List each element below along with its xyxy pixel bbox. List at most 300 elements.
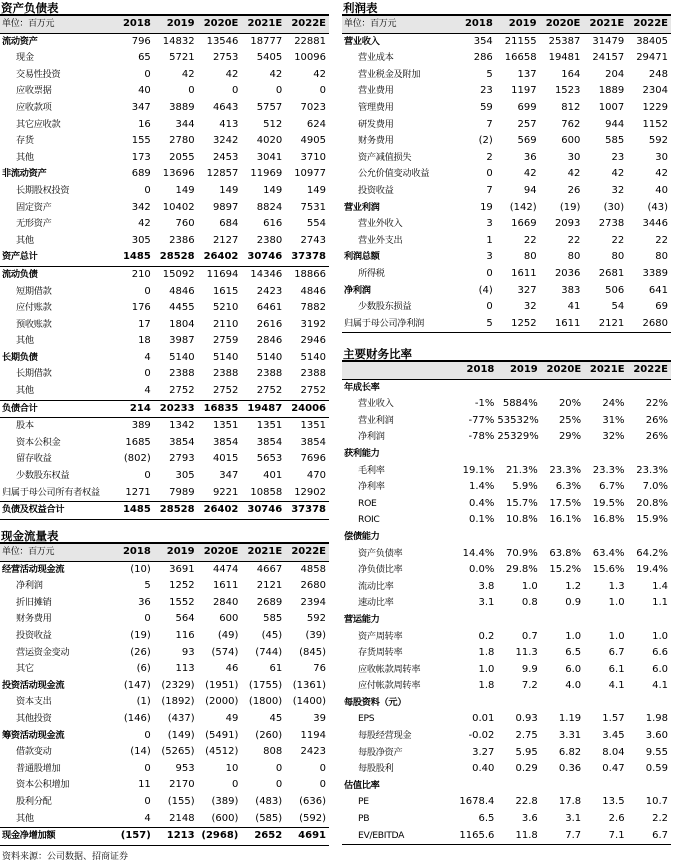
table-row xyxy=(0,183,329,200)
cell-value: 0.4% xyxy=(468,497,495,509)
cell-value: 1485 xyxy=(122,251,151,263)
cell-value: 1252 xyxy=(496,316,540,333)
cell-value: 64.2% xyxy=(636,547,668,559)
row-label: 营业外收入 xyxy=(358,218,403,230)
table-row xyxy=(342,100,671,117)
cell-value: 4 xyxy=(144,812,151,824)
table-row xyxy=(0,451,329,468)
income-statement-title: 利润表 xyxy=(342,0,671,16)
cell-value: 0 xyxy=(188,85,195,97)
row-label: 资本支出 xyxy=(16,696,52,708)
cell-value: 616 xyxy=(263,218,283,230)
cell-value: 42 xyxy=(269,68,283,80)
cell-value: 1.8 xyxy=(478,647,495,659)
cell-value: (437) xyxy=(167,712,195,724)
cell-value: 176 xyxy=(131,302,151,314)
cell-value: (19) xyxy=(559,201,581,213)
cell-value: 347 xyxy=(219,470,239,482)
cell-value: 5 xyxy=(452,316,496,333)
cell-value: 29.8% xyxy=(506,564,538,576)
cell-value: 1007 xyxy=(598,101,625,113)
balance-sheet-panel xyxy=(0,0,329,520)
table-row xyxy=(342,33,671,50)
cell-value: 26402 xyxy=(203,251,239,263)
table-row xyxy=(342,233,671,250)
cell-value: 7531 xyxy=(300,201,326,213)
cell-value: 26 xyxy=(567,184,581,196)
cell-value: (845) xyxy=(299,646,326,658)
cell-value: 2170 xyxy=(169,779,195,791)
table-row xyxy=(342,429,671,446)
table-row xyxy=(342,678,671,695)
cell-value: 4474 xyxy=(212,563,239,575)
table-row xyxy=(342,117,671,134)
income-statement-table xyxy=(342,16,671,333)
cell-value: 953 xyxy=(175,762,195,774)
row-label: 每股股利 xyxy=(358,763,394,775)
table-row xyxy=(342,249,671,266)
row-label: 存货周转率 xyxy=(358,647,403,659)
table-row xyxy=(0,200,329,217)
row-label: 资本公积金 xyxy=(16,436,61,448)
cell-value: (2000) xyxy=(205,696,239,708)
cell-value: 0.2 xyxy=(478,630,495,642)
cell-value: 1351 xyxy=(285,418,329,435)
cell-value: 16.1% xyxy=(549,514,582,526)
cell-value: 0.93 xyxy=(515,713,538,725)
cell-value: 760 xyxy=(175,218,195,230)
cell-value: 2394 xyxy=(300,596,326,608)
cell-value: 2110 xyxy=(212,318,239,330)
cell-value: 470 xyxy=(306,470,326,482)
cell-value: 137 xyxy=(517,68,537,80)
cell-value: 2752 xyxy=(256,385,283,397)
cell-value xyxy=(628,446,671,463)
row-label: 营业成本 xyxy=(358,52,394,64)
cell-value: 812 xyxy=(561,101,581,113)
cell-value: 0 xyxy=(232,779,239,791)
row-label: 归属于母公司所有者权益 xyxy=(2,486,100,498)
cell-value: 4 xyxy=(144,351,151,363)
table-row xyxy=(342,761,671,778)
year-header: 2021E xyxy=(241,544,285,561)
cell-value: 19.4% xyxy=(636,564,668,576)
cell-value: 80 xyxy=(523,251,537,263)
cell-value: (2329) xyxy=(161,679,195,691)
row-label: 管理费用 xyxy=(358,101,394,113)
cell-value xyxy=(628,778,671,795)
cell-value: 149 xyxy=(175,184,195,196)
cell-value: -1% xyxy=(474,398,495,410)
cell-value: (19) xyxy=(130,629,151,641)
cash-flow-title: 现金流量表 xyxy=(0,528,329,544)
cell-value xyxy=(584,695,627,712)
table-row xyxy=(0,645,329,662)
header-row xyxy=(342,362,671,379)
cell-value: 6.5 xyxy=(565,647,582,659)
cell-value: 2743 xyxy=(300,234,326,246)
row-label: 公允价值变动收益 xyxy=(358,168,430,180)
cell-value: 29% xyxy=(558,431,582,443)
row-label: 资产减值损失 xyxy=(358,151,412,163)
cell-value: 600 xyxy=(219,613,239,625)
cell-value: 1.0 xyxy=(478,663,495,675)
cell-value: 20% xyxy=(558,398,582,410)
year-header: 2020E xyxy=(198,16,242,33)
cell-value: 2453 xyxy=(212,151,239,163)
row-label: 财务费用 xyxy=(16,613,52,625)
year-header: 2022E xyxy=(285,16,329,33)
cell-value: 42 xyxy=(225,68,239,80)
cell-value: 46 xyxy=(225,663,239,675)
cell-value: 16658 xyxy=(504,52,537,64)
row-label: 短期借款 xyxy=(16,285,52,297)
cell-value: 383 xyxy=(561,284,581,296)
cell-value: 76 xyxy=(313,663,326,675)
row-label: 折旧摊销 xyxy=(16,596,52,608)
table-row xyxy=(342,216,671,233)
year-header: 2019 xyxy=(496,16,540,33)
cell-value: 1804 xyxy=(169,318,195,330)
cell-value: (585) xyxy=(255,812,283,824)
table-row xyxy=(0,67,329,84)
cell-value: 41 xyxy=(567,301,581,313)
row-label: 现金 xyxy=(16,52,34,64)
cell-value: (2) xyxy=(478,135,493,147)
cell-value: 5210 xyxy=(212,302,239,314)
table-row xyxy=(0,100,329,117)
row-label: PE xyxy=(358,796,369,808)
cell-value: 18777 xyxy=(250,35,283,47)
cell-value: 2681 xyxy=(598,267,625,279)
row-label: 借款变动 xyxy=(16,746,52,758)
cell-value: 3.45 xyxy=(602,730,625,742)
cell-value: 2846 xyxy=(256,335,283,347)
row-label: 应收款项 xyxy=(16,101,52,113)
cell-value: 0 xyxy=(144,368,151,380)
cell-value: 32 xyxy=(523,301,537,313)
cell-value: 80 xyxy=(567,251,581,263)
cell-value: 6461 xyxy=(256,302,283,314)
cell-value: 4846 xyxy=(169,285,195,297)
cell-value: 11 xyxy=(138,779,151,791)
cell-value: 11969 xyxy=(250,168,283,180)
cell-value: 3.8 xyxy=(478,580,495,592)
cell-value: (49) xyxy=(217,629,239,641)
cell-value: 0 xyxy=(144,795,151,807)
row-label: 资产负债率 xyxy=(358,547,403,559)
cell-value: 2055 xyxy=(169,151,195,163)
table-row xyxy=(342,299,671,316)
table-row xyxy=(342,562,671,579)
cell-value: 22% xyxy=(645,398,668,410)
cell-value: 30746 xyxy=(247,251,283,263)
cell-value: 305 xyxy=(175,470,195,482)
row-label: 应收帐款周转率 xyxy=(358,663,421,675)
cell-value: 4015 xyxy=(212,453,239,465)
cell-value: 38405 xyxy=(636,35,668,47)
cell-value: 7.2 xyxy=(521,680,538,692)
cell-value: 15.2% xyxy=(549,564,582,576)
cell-value: 2386 xyxy=(169,234,195,246)
row-label: 现金净增加额 xyxy=(0,828,110,846)
cell-value: 42 xyxy=(611,168,625,180)
cell-value: (1) xyxy=(136,696,151,708)
cell-value: 1.57 xyxy=(602,713,625,725)
cell-value: 16 xyxy=(138,118,151,130)
cell-value: 0 xyxy=(144,285,151,297)
cell-value: 327 xyxy=(517,284,537,296)
cell-value: 1 xyxy=(486,234,493,246)
cell-value: (483) xyxy=(255,795,283,807)
cell-value: (600) xyxy=(211,812,239,824)
cell-value xyxy=(584,379,627,396)
cell-value: 1.8 xyxy=(478,680,495,692)
row-label: 预收账款 xyxy=(16,318,52,330)
cell-value: 19.1% xyxy=(462,464,495,476)
cell-value: 7.0% xyxy=(642,481,668,493)
row-label: 股利分配 xyxy=(16,795,52,807)
cell-value: (260) xyxy=(255,729,283,741)
cell-value: (6) xyxy=(136,663,151,675)
cell-value: 7 xyxy=(486,184,493,196)
cell-value: 24157 xyxy=(592,52,625,64)
cell-value: 15.9% xyxy=(636,514,668,526)
table-row xyxy=(0,761,329,778)
cell-value: 13546 xyxy=(206,35,239,47)
year-header: 2022E xyxy=(627,16,671,33)
cell-value: 0 xyxy=(144,613,151,625)
cell-value: 305 xyxy=(131,234,151,246)
table-row xyxy=(0,611,329,628)
table-row xyxy=(342,396,671,413)
cell-value: 93 xyxy=(181,646,195,658)
cell-value: 0 xyxy=(144,184,151,196)
cell-value: 32% xyxy=(602,431,625,443)
table-row xyxy=(342,745,671,762)
cell-value xyxy=(497,778,540,795)
cell-value: 25% xyxy=(558,414,582,426)
cell-value: 1.98 xyxy=(645,713,668,725)
cell-value: 22 xyxy=(523,234,537,246)
cell-value: 2680 xyxy=(300,580,326,592)
cell-value: 173 xyxy=(131,151,151,163)
cell-value: 1669 xyxy=(511,218,537,230)
cell-value: 26% xyxy=(645,414,668,426)
cell-value: 3041 xyxy=(256,151,283,163)
table-row xyxy=(0,578,329,595)
row-label: 长期借款 xyxy=(16,368,52,380)
cell-value: 11694 xyxy=(198,266,242,283)
cell-value: 1611 xyxy=(212,580,239,592)
table-row xyxy=(0,711,329,728)
cell-value: 155 xyxy=(131,135,151,147)
cell-value xyxy=(541,379,584,396)
cell-value: -78% xyxy=(468,431,495,443)
cell-value: 1889 xyxy=(598,85,625,97)
cell-value: 6.0 xyxy=(652,663,668,675)
cell-value: 63.8% xyxy=(549,547,582,559)
cell-value: 6.82 xyxy=(558,746,582,758)
cell-value: 15.6% xyxy=(592,564,625,576)
cell-value: 0 xyxy=(144,762,151,774)
cell-value: 1351 xyxy=(241,418,285,435)
row-label: 固定资产 xyxy=(16,201,52,213)
cell-value: 944 xyxy=(605,118,625,130)
row-label: EV/EBITDA xyxy=(342,828,454,845)
cell-value: 2036 xyxy=(554,267,581,279)
ratios-title: 主要财务比率 xyxy=(342,346,671,362)
row-label: 其他 xyxy=(16,385,34,397)
cell-value: (30) xyxy=(603,201,625,213)
cell-value: 149 xyxy=(219,184,239,196)
table-row xyxy=(342,133,671,150)
cell-value: 19487 xyxy=(241,400,285,418)
cell-value: 18 xyxy=(138,335,151,347)
unit-label xyxy=(342,362,454,379)
row-label: 估值比率 xyxy=(344,779,380,791)
unit-label: 单位：百万元 xyxy=(342,16,452,33)
cell-value: 0.36 xyxy=(558,763,582,775)
cell-value: 13696 xyxy=(162,168,195,180)
cell-value: 0 xyxy=(319,85,326,97)
cell-value: 0.01 xyxy=(472,713,495,725)
cell-value: 3192 xyxy=(300,318,326,330)
cell-value: 45 xyxy=(269,712,283,724)
table-row xyxy=(0,828,329,846)
cell-value: 1252 xyxy=(169,580,195,592)
cell-value: 22 xyxy=(567,234,581,246)
cell-value: 4 xyxy=(144,385,151,397)
table-row xyxy=(0,468,329,485)
cell-value: (2968) xyxy=(198,828,242,846)
cell-value xyxy=(541,778,584,795)
cell-value: (10) xyxy=(130,563,151,575)
cell-value: 25387 xyxy=(548,35,581,47)
table-row xyxy=(342,529,671,546)
cell-value: 1611 xyxy=(540,316,584,333)
cell-value: 80 xyxy=(611,251,625,263)
cell-value: 512 xyxy=(263,118,283,130)
cell-value: 248 xyxy=(648,68,668,80)
cell-value: 54 xyxy=(611,301,625,313)
cell-value: 2689 xyxy=(256,596,283,608)
cell-value: 10858 xyxy=(250,486,283,498)
row-label: 经营活动现金流 xyxy=(2,563,65,575)
cell-value: 15092 xyxy=(154,266,198,283)
cell-value: 2127 xyxy=(212,234,239,246)
cell-value: 0.7 xyxy=(521,630,538,642)
cell-value: 354 xyxy=(473,35,493,47)
cell-value: 4.0 xyxy=(565,680,582,692)
cell-value xyxy=(584,612,627,629)
cell-value: 39 xyxy=(313,712,326,724)
table-row xyxy=(342,83,671,100)
cell-value: 1194 xyxy=(300,729,326,741)
cell-value: 23.3% xyxy=(549,464,582,476)
cell-value: 7 xyxy=(486,118,493,130)
cell-value: 5.9% xyxy=(512,481,538,493)
cell-value: 1.3 xyxy=(608,580,625,592)
table-row xyxy=(342,728,671,745)
cell-value: 70.9% xyxy=(506,547,538,559)
row-label: 其他投资 xyxy=(16,712,52,724)
cell-value: (802) xyxy=(123,453,151,465)
table-row xyxy=(0,502,329,520)
cell-value: 684 xyxy=(219,218,239,230)
row-label: 投资活动现金流 xyxy=(2,679,65,691)
cell-value: 9221 xyxy=(212,486,239,498)
cell-value: 2738 xyxy=(598,218,625,230)
table-row xyxy=(0,133,329,150)
table-row xyxy=(342,166,671,183)
row-label: 净负债比率 xyxy=(358,564,403,576)
cell-value: 9.9 xyxy=(521,663,538,675)
row-label: EPS xyxy=(358,713,375,725)
cell-value: 36 xyxy=(138,596,151,608)
table-row xyxy=(0,744,329,761)
cell-value: 0 xyxy=(486,267,493,279)
row-label: 年成长率 xyxy=(344,381,380,393)
row-label: 净利润 xyxy=(358,431,385,443)
cell-value: 19 xyxy=(480,201,493,213)
cash-flow-panel xyxy=(0,528,329,846)
cell-value: 31479 xyxy=(592,35,625,47)
cell-value: 3.1 xyxy=(565,813,582,825)
table-row xyxy=(0,678,329,695)
cell-value: 3854 xyxy=(169,436,195,448)
cell-value: 2148 xyxy=(169,812,195,824)
row-label: 负债合计 xyxy=(0,400,110,418)
cell-value: 1351 xyxy=(198,418,242,435)
table-row xyxy=(0,485,329,502)
cell-value: 4643 xyxy=(212,101,239,113)
year-header: 2018 xyxy=(454,362,497,379)
cell-value: 1.0 xyxy=(521,580,538,592)
cell-value: (149) xyxy=(167,729,195,741)
cell-value: 0 xyxy=(275,762,283,774)
cell-value: 22 xyxy=(655,234,668,246)
cell-value: (43) xyxy=(647,201,668,213)
cell-value: (155) xyxy=(167,795,195,807)
cell-value: 28528 xyxy=(159,251,195,263)
cell-value: 699 xyxy=(517,101,537,113)
cell-value: 2388 xyxy=(300,368,326,380)
cell-value: 19.5% xyxy=(592,497,625,509)
cell-value: 4858 xyxy=(300,563,326,575)
row-label: 净利润 xyxy=(344,284,371,296)
cell-value: 16.8% xyxy=(592,514,625,526)
cell-value: (1951) xyxy=(205,679,239,691)
cell-value: 0 xyxy=(144,729,151,741)
table-row xyxy=(342,316,671,333)
row-label: 归属于母公司净利润 xyxy=(342,316,452,333)
table-row xyxy=(342,778,671,795)
table-row xyxy=(342,512,671,529)
cell-value xyxy=(628,612,671,629)
row-label: 营业利润 xyxy=(358,414,394,426)
cell-value: 24006 xyxy=(285,400,329,418)
row-label: 资产总计 xyxy=(2,251,38,263)
table-row xyxy=(0,777,329,794)
cell-value: 0 xyxy=(275,85,283,97)
cell-value: 3.31 xyxy=(558,730,582,742)
row-label: 应付帐款周转率 xyxy=(358,680,421,692)
cell-value: 4905 xyxy=(300,135,326,147)
table-row xyxy=(342,612,671,629)
cell-value: 0 xyxy=(319,779,326,791)
table-row xyxy=(0,249,329,266)
